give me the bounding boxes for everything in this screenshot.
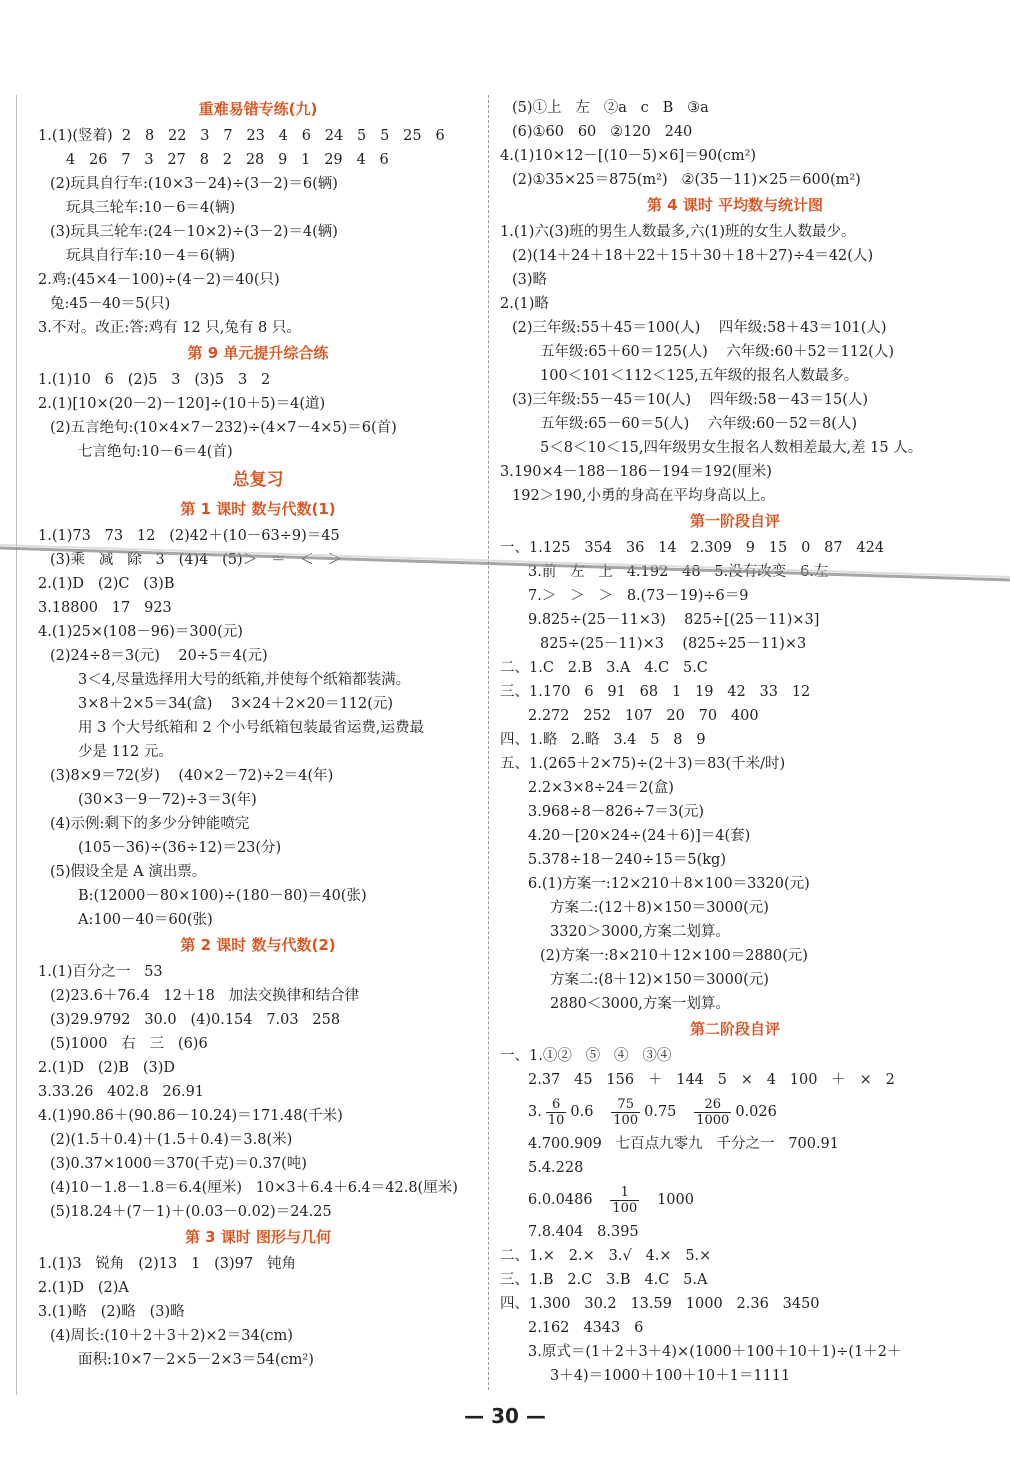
answer-line: A:100－40＝60(张) [78,912,213,928]
answer-line: 3.(1)略 (2)略 (3)略 [38,1304,185,1320]
answer-line: 三、1.B 2.C 3.B 4.C 5.A [500,1272,708,1288]
answer-line: 少是 112 元。 [78,744,173,760]
answer-text: 0.6 [570,1104,594,1120]
answer-line: 4.700.909 七百点九零九 千分之一 700.91 [528,1136,840,1152]
fraction [610,1185,639,1216]
answer-line: 100＜101＜112＜125,五年级的报名人数最多。 [540,368,859,384]
answer-text: 3. [528,1104,542,1120]
answer-line: 五年级:65＋60＝125(人) 六年级:60＋52＝112(人) [540,344,894,360]
answer-line: (2)玩具自行车:(10×3－24)÷(3－2)＝6(辆) [50,176,338,192]
answer-line: (3)29.9792 30.0 (4)0.154 7.03 258 [50,1012,341,1028]
answer-line: 192＞190,小勇的身高在平均身高以上。 [512,488,775,504]
fraction-numerator: 6 [546,1097,567,1113]
answer-line: 2.37 45 156 ＋ 144 5 × 4 100 ＋ × 2 [528,1072,895,1088]
answer-line: 2.(1)D (2)C (3)B [38,576,175,592]
answer-line: (5)假设全是 A 演出票。 [50,864,207,880]
answer-line: 3.33.26 402.8 26.91 [38,1084,205,1100]
answer-line: 3.968÷8－826÷7＝3(元) [528,804,704,820]
answer-line: (4)10－1.8－1.8＝6.4(厘米) 10×3＋6.4＋6.4＝42.8(厘米) [50,1180,458,1196]
answer-line: 2.(1)[10×(20－2)－120]÷(10＋5)＝4(道) [38,396,326,412]
answer-line: 三、1.170 6 91 68 1 19 42 33 12 [500,684,811,700]
answer-line: 1.(1)73 73 12 (2)42＋(10－63÷9)＝45 [38,528,340,544]
section-heading: 第二阶段自评 [689,1020,780,1038]
answer-line: 3.前 左 上 4.192 48 5.没有改变 6.左 [528,564,829,580]
answer-line: (3)8×9＝72(岁) (40×2－72)÷2＝4(年) [50,768,334,784]
answer-text: 6.0.0486 [528,1192,593,1208]
answer-line: 面积:10×7－2×5－2×3＝54(cm²) [78,1352,314,1368]
answer-line: 二、1.C 2.B 3.A 4.C 5.C [500,660,708,676]
answer-line: (3)略 [512,272,548,288]
answer-line: 用 3 个大号纸箱和 2 个小号纸箱包装最省运费,运费最 [78,720,424,736]
answer-line: 4.20－[20×24÷(24＋6)]＝4(套) [528,828,751,844]
answer-line: 3320＞3000,方案二划算。 [550,924,730,940]
answer-line: (2)方案一:8×210＋12×100＝2880(元) [540,948,808,964]
answer-line: (2)①35×25＝875(m²) ②(35－11)×25＝600(m²) [512,172,861,188]
answer-line: 1.(1)(竖着) 2 8 22 3 7 23 4 6 24 5 5 25 6 [38,128,445,144]
fraction-denominator: 10 [547,1112,565,1128]
answer-line: 一、1.125 354 36 14 2.309 9 15 0 87 424 [500,540,885,556]
answer-text: 0.026 [735,1104,777,1120]
answer-line: 4 26 7 3 27 8 2 28 9 1 29 4 6 [66,152,389,168]
fraction-denominator: 100 [613,1112,639,1128]
fraction-numerator: 1 [610,1185,639,1201]
answer-line: 6.(1)方案一:12×210＋8×100＝3320(元) [528,876,810,892]
fraction-numerator: 75 [611,1097,640,1113]
answer-line: 1.(1)10 6 (2)5 3 (3)5 3 2 [38,372,271,388]
answer-line: 7.＞ ＞ ＞ 8.(73－19)÷6＝9 [528,588,749,604]
answer-line: 1.(1)六(3)班的男生人数最多,六(1)班的女生人数最少。 [500,224,856,240]
answer-line: 玩具自行车:10－4＝6(辆) [66,248,236,264]
answer-line: (2)24÷8＝3(元) 20÷5＝4(元) [50,648,268,664]
answer-line: 五、1.(265＋2×75)÷(2＋3)＝83(千米/时) [500,756,786,772]
answer-line: 四、1.300 30.2 13.59 1000 2.36 3450 [500,1296,820,1312]
column-divider [488,95,489,1390]
answer-line: 2.(1)D (2)B (3)D [38,1060,176,1076]
fraction [546,1097,567,1128]
section-heading: 第一阶段自评 [689,512,780,530]
answer-line: (30×3－9－72)÷3＝3(年) [78,792,257,808]
section-heading: 第 9 单元提升综合练 [187,344,329,362]
section-heading: 第 4 课时 平均数与统计图 [646,196,824,214]
fraction [694,1097,731,1128]
left-column [38,96,478,1372]
answer-line: (4)周长:(10＋2＋3＋2)×2＝34(cm) [50,1328,293,1344]
section-heading: 第 3 课时 图形与几何 [184,1228,332,1246]
answer-line: (3)三年级:55－45＝10(人) 四年级:58－43＝15(人) [512,392,869,408]
answer-line: 3.原式＝(1＋2＋3＋4)×(1000＋100＋10＋1)÷(1＋2＋ [528,1344,902,1360]
answer-line: 7.8.404 8.395 [528,1224,639,1240]
answer-line: 二、1.× 2.× 3.√ 4.× 5.× [500,1248,712,1264]
answer-line: 五年级:65－60＝5(人) 六年级:60－52＝8(人) [540,416,858,432]
answer-line: (2)三年级:55＋45＝100(人) 四年级:58＋43＝101(人) [512,320,887,336]
section-heading: 重难易错专练(九) [198,100,318,118]
answer-line: 4.(1)25×(108－96)＝300(元) [38,624,243,640]
answer-line: 825÷(25－11)×3 (825÷25－11)×3 [540,636,807,652]
answer-line: 2.(1)略 [500,296,549,312]
answer-line: 9.825÷(25－11×3) 825÷[(25－11)×3] [528,612,820,628]
answer-line: 方案二:(8＋12)×150＝3000(元) [550,972,769,988]
answer-line: (2)23.6＋76.4 12＋18 加法交换律和结合律 [50,988,360,1004]
answer-line: (3)0.37×1000＝370(千克)＝0.37(吨) [50,1156,307,1172]
answer-line: (5)18.24＋(7－1)＋(0.03－0.02)＝24.25 [50,1204,332,1220]
answer-line: 一、1.①② ⑤ ④ ③④ [500,1048,672,1064]
answer-line: 2880＜3000,方案一划算。 [550,996,730,1012]
answer-line: 3.不对。改正:答:鸡有 12 只,兔有 8 只。 [38,320,301,336]
answer-line: (4)示例:剩下的多少分钟能喷完 [50,816,250,832]
answer-line: 3＜4,尽量选择用大号的纸箱,并使每个纸箱都装满。 [78,672,411,688]
answer-line: 四、1.略 2.略 3.4 5 8 9 [500,732,706,748]
section-heading: 第 1 课时 数与代数(1) [180,500,336,518]
answer-line: 5.378÷18－240÷15＝5(kg) [528,852,726,868]
answer-line: 1.(1)3 锐角 (2)13 1 (3)97 钝角 [38,1256,296,1272]
answer-line: 3×8＋2×5＝34(盒) 3×24＋2×20＝112(元) [78,696,394,712]
answer-line: (3)乘 减 除 3 (4)4 (5)＞ ＝ ＜ ＞ [50,552,343,568]
answer-line: 5.4.228 [528,1160,584,1176]
answer-line: 5＜8＜10＜15,四年级男女生报名人数相差最大,差 15 人。 [540,440,923,456]
fraction-numerator: 26 [694,1097,731,1113]
section-heading: 第 2 课时 数与代数(2) [180,936,336,954]
answer-line: 玩具三轮车:10－6＝4(辆) [66,200,236,216]
answer-line: 2.(1)D (2)A [38,1280,129,1296]
answer-line: (2)(14＋24＋18＋22＋15＋30＋18＋27)÷4＝42(人) [512,248,874,264]
answer-line-fractions [500,1092,970,1132]
answer-line: 4.(1)10×12－[(10－5)×6]＝90(cm²) [500,148,757,164]
answer-text: 1000 [657,1192,694,1208]
fraction [611,1097,640,1128]
answer-line: 4.(1)90.86＋(90.86－10.24)＝171.48(千米) [38,1108,343,1124]
page-edge [16,95,17,1395]
answer-line: (5)①上 左 ②a c B ③a [512,100,709,116]
section-heading: 总复习 [232,470,284,490]
answer-line: 方案二:(12＋8)×150＝3000(元) [550,900,769,916]
right-column [500,96,970,1388]
answer-line: (2)五言绝句:(10×4×7－232)÷(4×7－4×5)＝6(首) [50,420,397,436]
fraction-denominator: 100 [612,1200,638,1216]
answer-line: (105－36)÷(36÷12)＝23(分) [78,840,282,856]
answer-line: 3＋4)＝1000＋100＋10＋1＝1111 [550,1368,791,1384]
answer-line: 1.(1)百分之一 53 [38,964,163,980]
fraction-denominator: 1000 [696,1112,730,1128]
answer-line: 2.162 4343 6 [528,1320,644,1336]
answer-line: 3.190×4－188－186－194＝192(厘米) [500,464,772,480]
answer-line-fractions [500,1180,970,1220]
answer-line: 兔:45－40＝5(只) [50,296,171,312]
answer-line: 2.272 252 107 20 70 400 [528,708,759,724]
answer-line: 七言绝句:10－6＝4(首) [78,444,233,460]
answer-line: (2)(1.5＋0.4)＋(1.5＋0.4)＝3.8(米) [50,1132,293,1148]
page-number: — 30 — [464,1404,546,1428]
answer-line: (5)1000 右 三 (6)6 [50,1036,208,1052]
answer-line: 2.鸡:(45×4－100)÷(4－2)＝40(只) [38,272,280,288]
answer-line: B:(12000－80×100)÷(180－80)＝40(张) [78,888,367,904]
answer-text: 0.75 [644,1104,677,1120]
answer-line: 2.2×3×8÷24＝2(盒) [528,780,674,796]
answer-line: (6)①60 60 ②120 240 [512,124,693,140]
answer-line: 3.18800 17 923 [38,600,172,616]
answer-line: (3)玩具三轮车:(24－10×2)÷(3－2)＝4(辆) [50,224,338,240]
